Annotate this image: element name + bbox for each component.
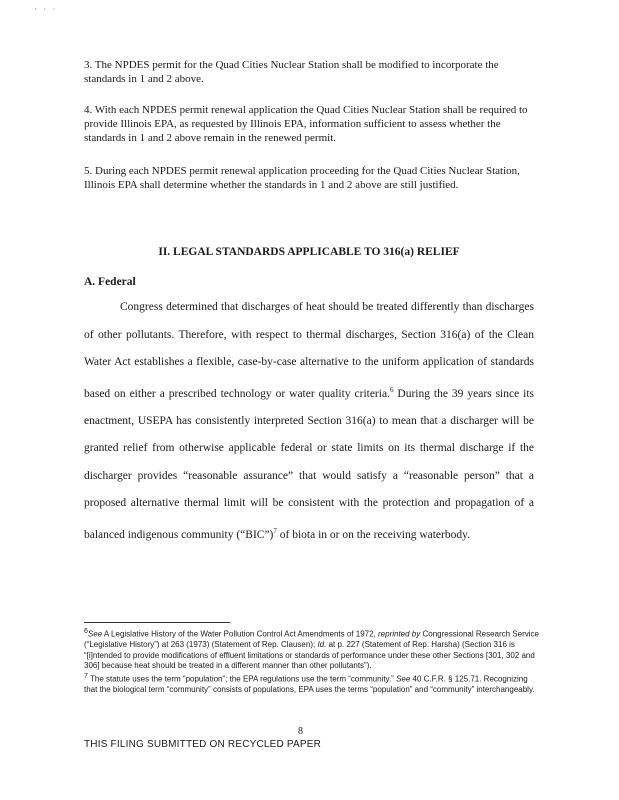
footnote-7-text1: The statute uses the term “population”; the EPA regulations use the term “community.” — [87, 674, 397, 684]
footnote-7 — [84, 672, 539, 696]
footnote-7-text2: 40 C.F.R. § 125.71. Recognizing that the biological term “community” consists of populations, EPA uses the terms “population” and “community” interchangeably. — [84, 674, 535, 695]
numbered-item-4: 4. With each NPDES permit renewal application the Quad Cities Nuclear Station shall be required to provide Illinois EPA, as requested by Illinois EPA, information sufficient to assess whether the standards in 1 and 2 above remain in the renewed permit. — [84, 104, 528, 144]
footnote-6 — [84, 627, 539, 672]
sub-heading-federal: A. Federal — [84, 276, 136, 288]
footnote-6-text3: at p. 227 (Statement of Rep. Harsha) (Section 316 is “[i]ntended to provide modifications of effluent limitations or standards of performance under these other Sections [301, 302 and 306] because heat should be treated in a different manner than other pollutants”). — [84, 640, 535, 671]
section-heading: II. LEGAL STANDARDS APPLICABLE TO 316(a) RELIEF — [158, 246, 460, 258]
corner-scan-mark: · · · — [34, 4, 58, 14]
footnote-6-text2: Congressional Research Service (“Legislative History”) at 263 (1973) (Statement of Rep. Clausen); — [84, 629, 539, 650]
numbered-item-3: 3. The NPDES permit for the Quad Cities Nuclear Station shall be modified to incorporate the standards in 1 and 2 above. — [84, 59, 499, 85]
footnote-6-text1: A Legislative History of the Water Pollution Control Act Amendments of 1972, — [102, 629, 378, 639]
footnotes — [84, 627, 539, 696]
footnote-7-marker: 7 — [84, 673, 88, 681]
footnote-6-reprinted: reprinted by — [378, 629, 421, 639]
body-text-part3: of biota in or on the receiving waterbody. — [276, 528, 470, 541]
footnote-divider — [84, 622, 230, 623]
body-text-part1: Congress determined that discharges of heat should be treated differently than discharges of other pollutants. Therefore, with respect to thermal discharges, Section 316(a) of the Clean Water Act establishes a flexible, case-by-case alternative to the uniform application of standards based on either a prescribed technology or water quality criteria. — [84, 301, 534, 400]
footnote-ref-6[interactable]: 6 — [389, 385, 394, 394]
body-paragraph — [84, 294, 534, 549]
footnote-6-id: Id. — [317, 640, 327, 650]
footnote-6-see: See — [87, 629, 103, 639]
footnote-6-marker: 6 — [84, 628, 88, 635]
footnote-7-see: See — [396, 674, 411, 684]
page-number: 8 — [298, 726, 303, 737]
numbered-item-5: 5. During each NPDES permit renewal application proceeding for the Quad Cities Nuclear Station, Illinois EPA shall determine whether the standards in 1 and 2 above are still justified. — [84, 165, 520, 191]
recycled-paper-footer: THIS FILING SUBMITTED ON RECYCLED PAPER — [84, 739, 322, 750]
footnote-ref-7[interactable]: 7 — [273, 526, 277, 535]
body-text-part2: During the 39 years since its enactment, USEPA has consistently interpreted Section 316(a) to mean that a discharger will be granted relief from otherwise applicable federal or state limits on its thermal discharge if the discharger provides “reasonable assurance” that would satisfy a “reasonable person” that a proposed alternative thermal limit will be consistent with the protection and propagation of a balanced indigenous community (“BIC”) — [84, 387, 535, 541]
